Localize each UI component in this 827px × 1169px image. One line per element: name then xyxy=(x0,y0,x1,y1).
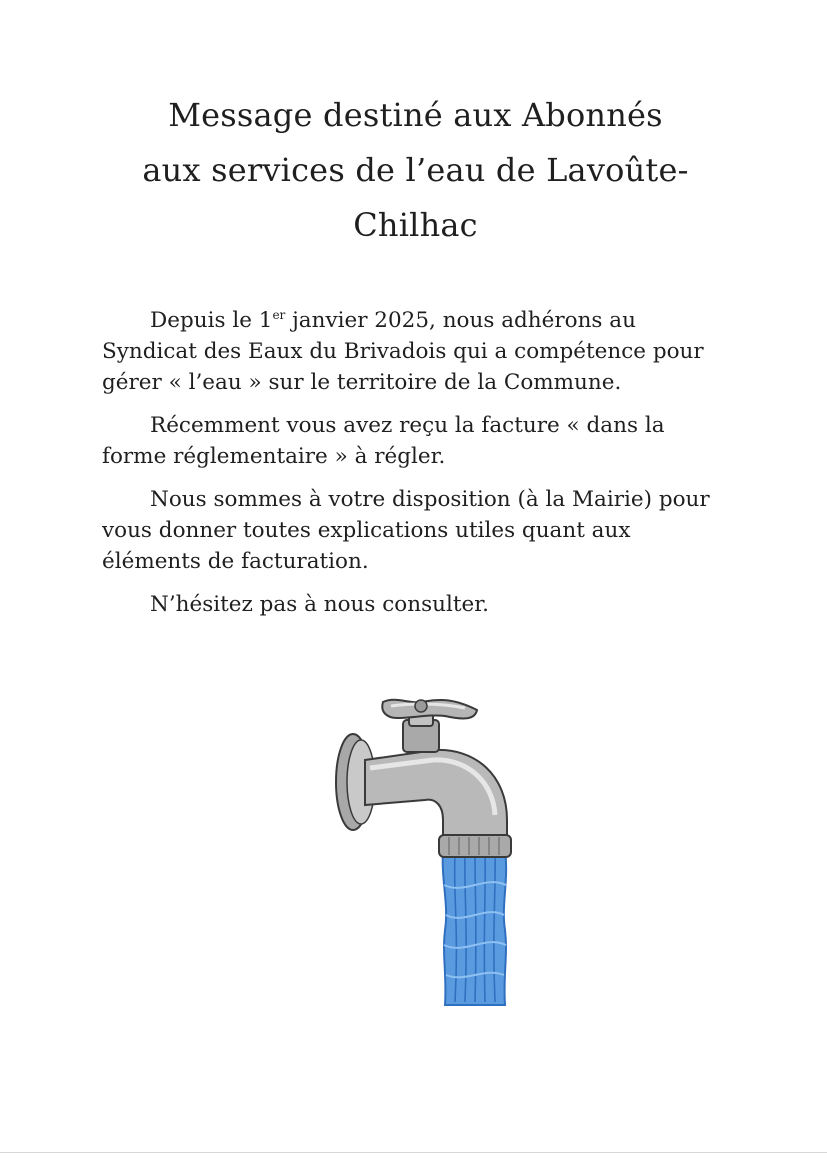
water-stream xyxy=(443,850,506,1005)
paragraph-1-start: Depuis le 1 xyxy=(150,308,273,333)
paragraph-membership xyxy=(102,305,722,398)
page-title xyxy=(60,88,771,253)
page-bottom-divider xyxy=(0,1152,827,1153)
message-body xyxy=(102,305,722,632)
paragraph-1-end: janvier 2025, nous adhérons au Syndicat des Eaux du Brivadois qui a compétence pour gérer « l’eau » sur le territoire de la Commune. xyxy=(102,308,704,395)
paragraph-availability: Nous sommes à votre disposition (à la Mairie) pour vous donner toutes explications utiles quant aux éléments de facturation. xyxy=(102,487,710,574)
title-line-3: Chilhac xyxy=(353,206,478,244)
paragraph-consult: N’hésitez pas à nous consulter. xyxy=(150,592,489,617)
faucet-body xyxy=(365,750,511,857)
title-line-1: Message destiné aux Abonnés xyxy=(168,96,663,134)
ordinal-superscript: er xyxy=(272,308,286,322)
title-line-2: aux services de l’eau de Lavoûte- xyxy=(142,151,689,189)
water-faucet-icon xyxy=(325,690,515,1015)
faucet-handle xyxy=(382,700,477,752)
paragraph-invoice: Récemment vous avez reçu la facture « dans la forme réglementaire » à régler. xyxy=(102,413,665,469)
